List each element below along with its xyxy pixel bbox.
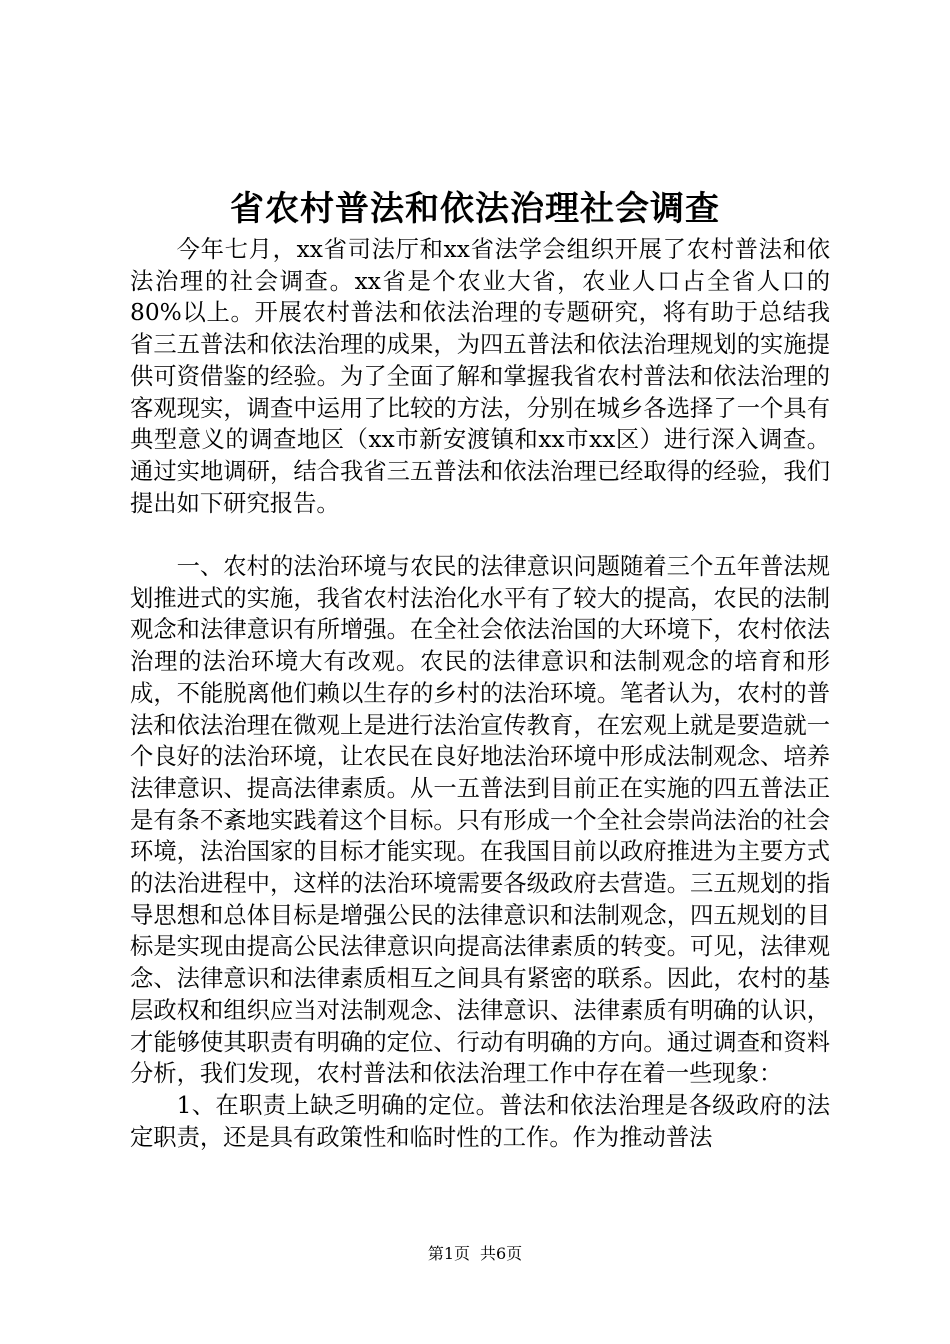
page-total: 共6页 <box>480 1244 523 1263</box>
paragraph-item-one: 1、在职责上缺乏明确的定位。普法和依法治理是各级政府的法定职责，还是具有政策性和临时性的工作。作为推动普法 <box>130 1091 830 1151</box>
paragraph-section-one: 一、农村的法治环境与农民的法律意识问题随着三个五年普法规划推进式的实施，我省农村法治化水平有了较大的提高，农民的法制观念和法律意识有所增强。在全社会依法治国的大环境下，农村依法治理的法治环境大有改观。农民的法律意识和法制观念的培育和形成，不能脱离他们赖以生存的乡村的法治环境。笔者认为，农村的普法和依法治理在微观上是进行法治宣传教育，在宏观上就是要造就一个良好的法治环境，让农民在良好地法治环境中形成法制观念、培养法律意识、提高法律素质。从一五普法到目前正在实施的四五普法正是有条不紊地实践着这个目标。只有形成一个全社会崇尚法治的社会环境，法治国家的目标才能实现。在我国目前以政府推进为主要方式的法治进程中，这样的法治环境需要各级政府去营造。三五规划的指导思想和总体目标是增强公民的法律意识和法制观念，四五规划的目标是实现由提高公民法律意识向提高法律素质的转变。可见，法律观念、法律意识和法律素质相互之间具有紧密的联系。因此，农村的基层政权和组织应当对法制观念、法律意识、法律素质有明确的认识，才能够使其职责有明确的定位、行动有明确的方向。通过调查和资料分析，我们发现，农村普法和依法治理工作中存在着一些现象： <box>130 553 830 1088</box>
document-body <box>130 234 830 1153</box>
page-number: 第1页 <box>427 1244 470 1263</box>
document-title: 省农村普法和依法治理社会调查 <box>230 189 720 229</box>
page-footer <box>0 1243 950 1265</box>
paragraph-intro: 今年七月，xx省司法厅和xx省法学会组织开展了农村普法和依法治理的社会调查。xx省是个农业大省，农业人口占全省人口的80%以上。开展农村普法和依法治理的专题研究，将有助于总结我省三五普法和依法治理的成果，为四五普法和依法治理规划的实施提供可资借鉴的经验。为了全面了解和掌握我省农村普法和依法治理的客观现实，调查中运用了比较的方法，分别在城乡各选择了一个具有典型意义的调查地区（xx市新安渡镇和xx市xx区）进行深入调查。通过实地调研，结合我省三五普法和依法治理已经取得的经验，我们提出如下研究报告。 <box>130 236 830 517</box>
